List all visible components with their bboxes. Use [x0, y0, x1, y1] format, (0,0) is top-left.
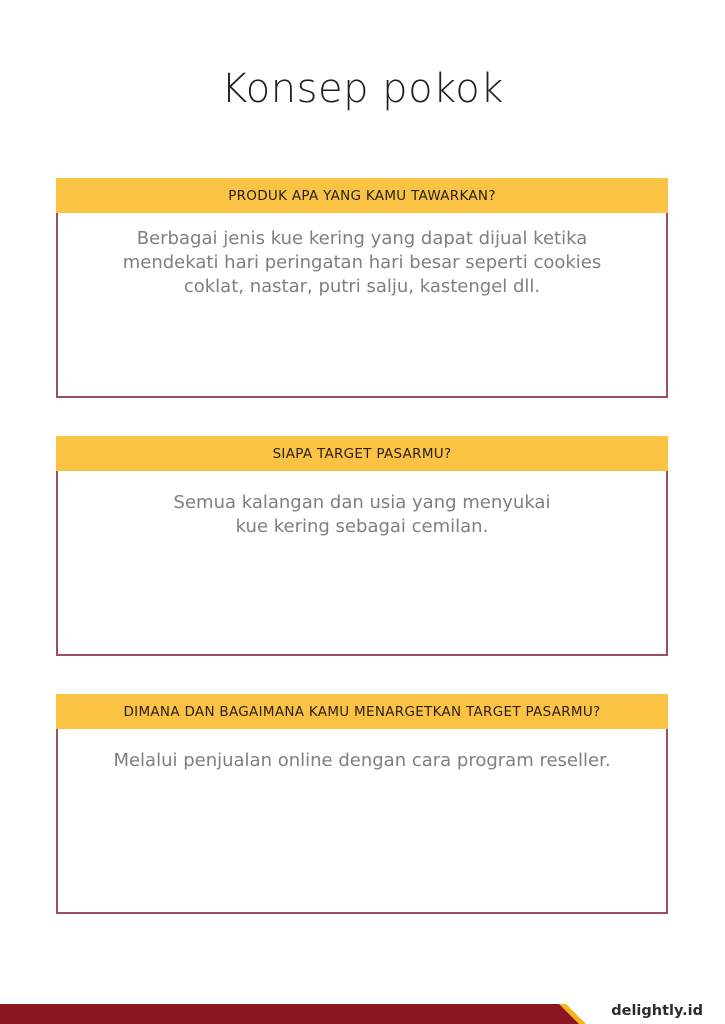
- card-body: [56, 471, 668, 656]
- card-body-line: Semua kalangan dan usia yang menyukai: [173, 492, 551, 513]
- card-header: SIAPA TARGET PASARMU?: [56, 436, 668, 471]
- card-header: DIMANA DAN BAGAIMANA KAMU MENARGETKAN TARGET PASARMU?: [56, 694, 668, 729]
- card-body: [56, 213, 668, 398]
- card-body-line: mendekati hari peringatan hari besar seperti cookies: [122, 252, 602, 273]
- concept-card-targeting-method: [56, 694, 668, 914]
- card-header: PRODUK APA YANG KAMU TAWARKAN?: [56, 178, 668, 213]
- brand-logo-text: delightly.id: [611, 1003, 703, 1019]
- card-body-line: Melalui penjualan online dengan cara program reseller.: [113, 750, 611, 771]
- card-body-line: Berbagai jenis kue kering yang dapat dijual ketika: [136, 228, 588, 249]
- card-body-line: coklat, nastar, putri salju, kastengel dll.: [183, 276, 541, 297]
- concept-card-target-market: [56, 436, 668, 656]
- concept-card-product: [56, 178, 668, 398]
- card-body-line: kue kering sebagai cemilan.: [235, 516, 489, 537]
- page-title: Konsep pokok: [221, 66, 504, 112]
- card-body: [56, 729, 668, 914]
